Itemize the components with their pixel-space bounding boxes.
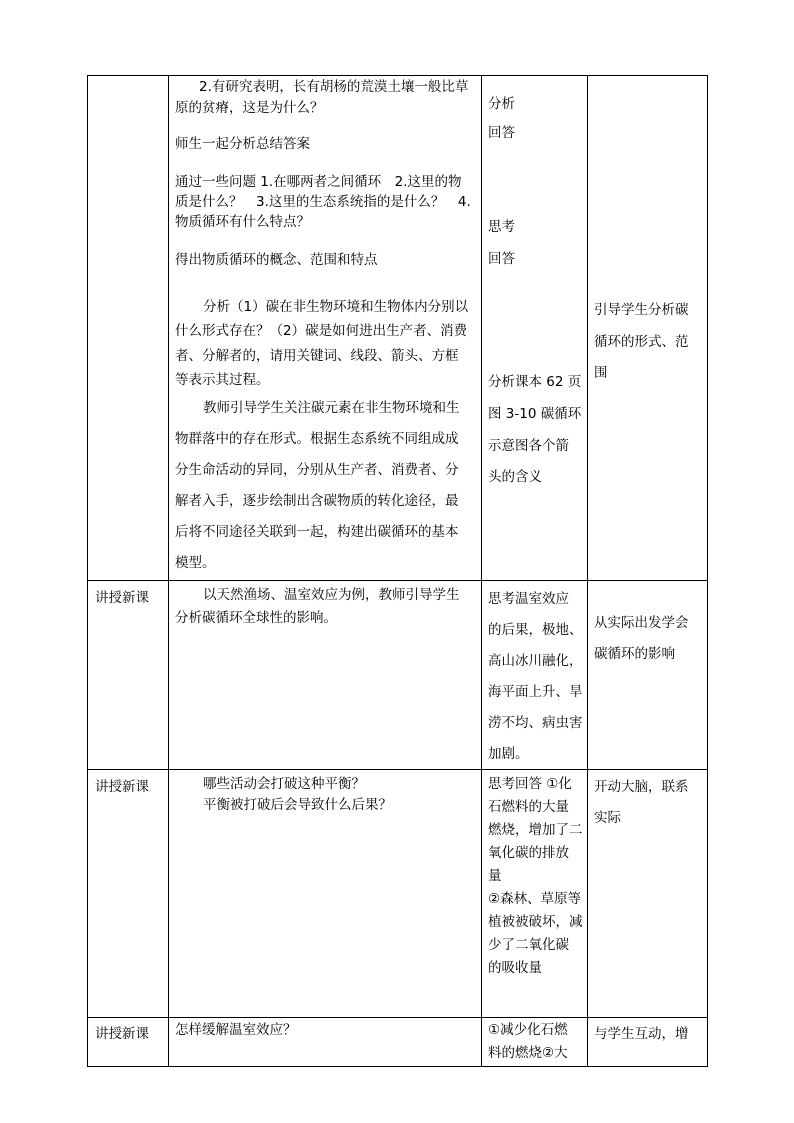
stage-cell — [88, 770, 169, 1018]
teaching-content-cell — [169, 1018, 482, 1067]
analysis-line: 分析（1）碳在非生物环境和生物体内分别以 — [203, 299, 469, 315]
question-line: 原的贫瘠，这是为什么？ — [175, 100, 324, 116]
design-purpose-cell — [588, 581, 708, 770]
student-text: 少了二氧化碳 — [488, 937, 569, 953]
guide-line: 物质循环有什么特点？ — [175, 214, 310, 230]
student-text: 的后果，极地、 — [488, 622, 583, 638]
student-text: 图 3-10 碳循环 — [488, 406, 582, 422]
teacher-line: 教师引导学生关注碳元素在非生物环境和生 — [203, 400, 460, 416]
purpose-text: 开动大脑，联系 — [594, 779, 689, 795]
design-purpose-cell — [588, 770, 708, 1018]
lesson-plan-table — [87, 75, 708, 1067]
guide-line: 质是什么？ 3.这里的生态系统指的是什么？ 4. — [175, 194, 471, 210]
purpose-text: 循环的形式、范 — [594, 334, 689, 350]
content-line: 以天然渔场、温室效应为例，教师引导学生 — [203, 587, 460, 603]
student-text: 氧化碳的排放 — [488, 845, 569, 861]
content-line: 分析碳循环全球性的影响。 — [175, 610, 337, 626]
analysis-line: 什么形式存在？（2）碳是如何进出生产者、消费 — [175, 323, 468, 339]
student-text: 量 — [488, 868, 502, 884]
purpose-text: 碳循环的影响 — [594, 646, 675, 662]
student-text: 高山冰川融化， — [488, 653, 583, 669]
student-text: 石燃料的大量 — [488, 799, 569, 815]
table-row — [88, 1018, 708, 1067]
stage-label: 讲授新课 — [95, 590, 149, 606]
content-line: 平衡被打破后会导致什么后果？ — [203, 797, 392, 813]
derive-text: 得出物质循环的概念、范围和特点 — [175, 252, 378, 268]
student-text: 分析课本 62 页 — [488, 374, 582, 390]
student-activity-cell — [482, 1018, 588, 1067]
analysis-line: 等表示其过程。 — [175, 372, 270, 388]
student-text: 料的燃烧②大 — [488, 1045, 568, 1061]
teaching-content-cell — [169, 76, 482, 581]
student-text: 示意图各个箭 — [488, 438, 569, 454]
student-text: 回答 — [488, 125, 515, 141]
teacher-line: 分生命活动的异同，分别从生产者、消费者、分 — [175, 462, 459, 478]
stage-cell — [88, 1018, 169, 1067]
student-text: 的吸收量 — [488, 960, 542, 976]
purpose-text: 实际 — [594, 810, 621, 826]
purpose-text: 与学生互动，增 — [594, 1026, 689, 1042]
student-activity-cell — [482, 76, 588, 581]
student-text: ①减少化石燃 — [488, 1022, 568, 1038]
teacher-line: 后将不同途径关联到一起，构建出碳循环的基本 — [175, 524, 459, 540]
stage-label: 讲授新课 — [95, 779, 149, 795]
question-line: 2.有研究表明，长有胡杨的荒漠土壤一般比草 — [199, 79, 469, 95]
student-text: 燃烧，增加了二 — [488, 822, 583, 838]
teaching-content-cell — [169, 581, 482, 770]
teacher-line: 解者入手，逐步绘制出含碳物质的转化途径，最 — [175, 493, 459, 509]
teaching-content-cell — [169, 770, 482, 1018]
student-text: 思考 — [488, 219, 515, 235]
purpose-text: 从实际出发学会 — [594, 615, 689, 631]
summary-text: 师生一起分析总结答案 — [175, 136, 310, 152]
design-purpose-cell — [588, 76, 708, 581]
teacher-line: 模型。 — [175, 555, 216, 571]
student-text: ②森林、草原等 — [488, 891, 582, 907]
analysis-line: 者、分解者的，请用关键词、线段、箭头、方框 — [175, 348, 459, 364]
table-row — [88, 76, 708, 581]
table-row — [88, 770, 708, 1018]
student-text: 植被被破坏，减 — [488, 914, 583, 930]
student-text: 分析 — [488, 96, 515, 112]
stage-label: 讲授新课 — [95, 1026, 149, 1042]
student-text: 回答 — [488, 251, 515, 267]
student-text: 思考回答 ①化 — [488, 776, 572, 792]
stage-cell — [88, 76, 169, 581]
purpose-text: 引导学生分析碳 — [594, 302, 689, 318]
student-text: 思考温室效应 — [488, 591, 569, 607]
guide-line: 通过一些问题 1.在哪两者之间循环 2.这里的物 — [175, 174, 462, 190]
purpose-text: 围 — [594, 365, 608, 381]
design-purpose-cell — [588, 1018, 708, 1067]
teacher-line: 物群落中的存在形式。根据生态系统不同组成成 — [175, 431, 459, 447]
stage-cell — [88, 581, 169, 770]
student-activity-cell — [482, 581, 588, 770]
content-line: 哪些活动会打破这种平衡？ — [203, 776, 365, 792]
table-row — [88, 581, 708, 770]
student-text: 海平面上升、旱 — [488, 684, 583, 700]
content-line: 怎样缓解温室效应？ — [175, 1022, 297, 1038]
student-text: 加剧。 — [488, 746, 529, 762]
student-text: 涝不均、病虫害 — [488, 715, 583, 731]
student-activity-cell — [482, 770, 588, 1018]
student-text: 头的含义 — [488, 469, 542, 485]
